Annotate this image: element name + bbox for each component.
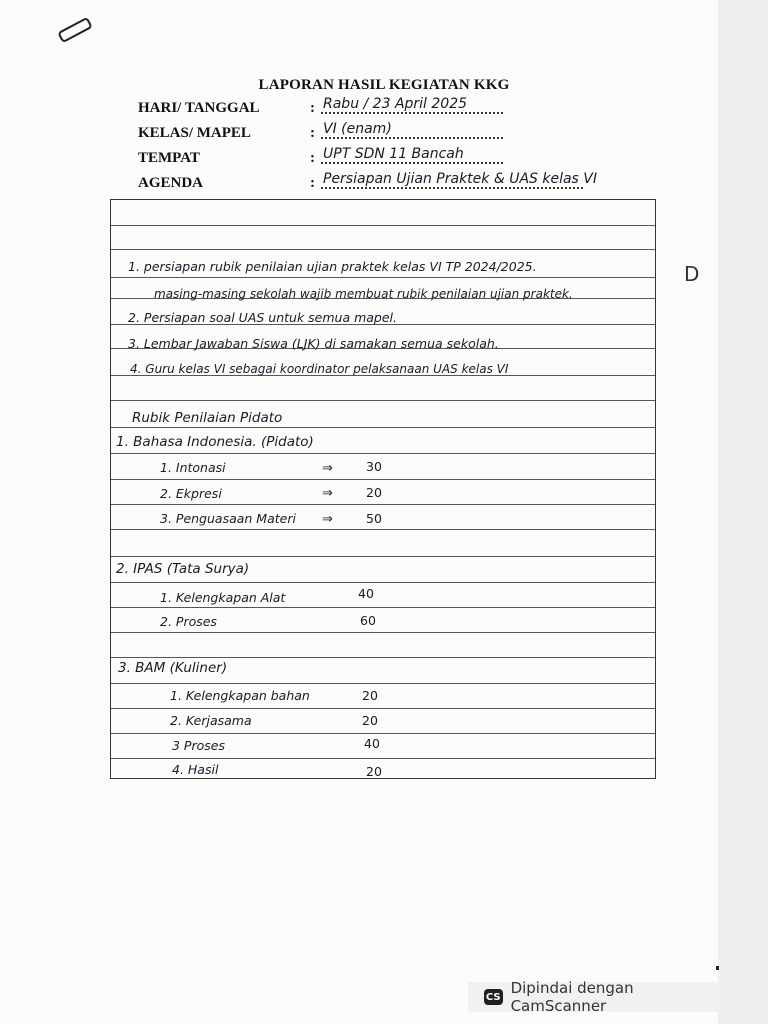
dot-mark bbox=[716, 966, 719, 970]
arrow-icon: ⇒ bbox=[322, 461, 333, 476]
rule-line bbox=[111, 657, 655, 658]
rubric-item-label: 3. Penguasaan Materi bbox=[160, 511, 296, 526]
agenda-label: AGENDA bbox=[138, 175, 204, 191]
hari-value: Rabu / 23 April 2025 bbox=[321, 96, 503, 114]
camscanner-watermark bbox=[468, 979, 718, 1015]
rule-line bbox=[111, 529, 655, 530]
rule-line bbox=[111, 479, 655, 480]
rule-line bbox=[111, 632, 655, 633]
rubric-item-value: 30 bbox=[366, 459, 382, 474]
rubric-item-label: 3 Proses bbox=[172, 738, 225, 753]
agenda-colon: : bbox=[310, 175, 315, 191]
document-title: LAPORAN HASIL KEGIATAN KKG bbox=[258, 77, 510, 93]
camscanner-text: Dipindai dengan CamScanner bbox=[510, 979, 634, 1015]
rule-line bbox=[111, 708, 655, 709]
margin-d-mark: D bbox=[684, 262, 700, 286]
rule-line bbox=[111, 225, 655, 226]
section-heading: 3. BAM (Kuliner) bbox=[118, 660, 228, 676]
rule-line bbox=[111, 249, 655, 250]
section-heading: 1. Bahasa Indonesia. (Pidato) bbox=[116, 434, 314, 450]
note-line-4: 4. Guru kelas VI sebagai koordinator pelaksanaan UAS kelas VI bbox=[130, 362, 509, 376]
scan-edge bbox=[718, 0, 768, 1024]
rule-line bbox=[111, 758, 655, 759]
rule-line bbox=[111, 427, 655, 428]
arrow-icon: ⇒ bbox=[322, 512, 333, 527]
kelas-label: KELAS/ MAPEL bbox=[138, 125, 251, 141]
rule-line bbox=[111, 607, 655, 608]
note-line-2: 2. Persiapan soal UAS untuk semua mapel. bbox=[128, 310, 398, 325]
rubric-item-label: 2. Kerjasama bbox=[170, 713, 252, 728]
kelas-value: VI (enam) bbox=[321, 121, 503, 139]
rubric-item-label: 4. Hasil bbox=[172, 762, 219, 777]
rubric-item-value: 20 bbox=[366, 764, 382, 779]
note-line-1: 1. persiapan rubik penilaian ujian praktek kelas VI TP 2024/2025. bbox=[128, 259, 537, 274]
rubric-item-value: 20 bbox=[362, 688, 378, 703]
tempat-label: TEMPAT bbox=[138, 150, 200, 166]
hari-label: HARI/ TANGGAL bbox=[138, 100, 260, 116]
rubric-item-value: 20 bbox=[366, 485, 382, 500]
note-line-1b: masing-masing sekolah wajib membuat rubik penilaian ujian praktek. bbox=[154, 287, 573, 301]
rule-line bbox=[111, 504, 655, 505]
tempat-value: UPT SDN 11 Bancah bbox=[321, 146, 503, 164]
note-line-3: 3. Lembar Jawaban Siswa (LJK) di samakan semua sekolah. bbox=[128, 336, 499, 351]
rubric-item-value: 50 bbox=[366, 511, 382, 526]
rubric-item-value: 20 bbox=[362, 713, 378, 728]
rule-line bbox=[111, 556, 655, 557]
rubric-item-label: 1. Kelengkapan bahan bbox=[170, 688, 310, 703]
rubric-item-label: 1. Kelengkapan Alat bbox=[160, 590, 286, 605]
agenda-value: Persiapan Ujian Praktek & UAS kelas VI bbox=[323, 171, 598, 187]
rubric-item-value: 40 bbox=[364, 736, 380, 751]
rubric-item-label: 1. Intonasi bbox=[160, 460, 226, 475]
rubric-item-label: 2. Proses bbox=[160, 614, 217, 629]
rule-line bbox=[111, 277, 655, 278]
section-heading: 2. IPAS (Tata Surya) bbox=[116, 561, 250, 577]
arrow-icon: ⇒ bbox=[322, 486, 333, 501]
tempat-colon: : bbox=[310, 150, 315, 166]
rule-line bbox=[111, 400, 655, 401]
rubric-item-value: 60 bbox=[360, 613, 376, 628]
hari-colon: : bbox=[310, 100, 315, 116]
kelas-colon: : bbox=[310, 125, 315, 141]
camscanner-logo-icon: CS bbox=[484, 989, 503, 1005]
rule-line bbox=[111, 453, 655, 454]
rubric-item-value: 40 bbox=[358, 586, 374, 601]
rubric-title: Rubik Penilaian Pidato bbox=[132, 410, 283, 426]
rubric-item-label: 2. Ekpresi bbox=[160, 486, 222, 501]
rule-line bbox=[111, 582, 655, 583]
rule-line bbox=[111, 733, 655, 734]
rule-line bbox=[111, 683, 655, 684]
corner-pen-mark bbox=[57, 17, 93, 44]
